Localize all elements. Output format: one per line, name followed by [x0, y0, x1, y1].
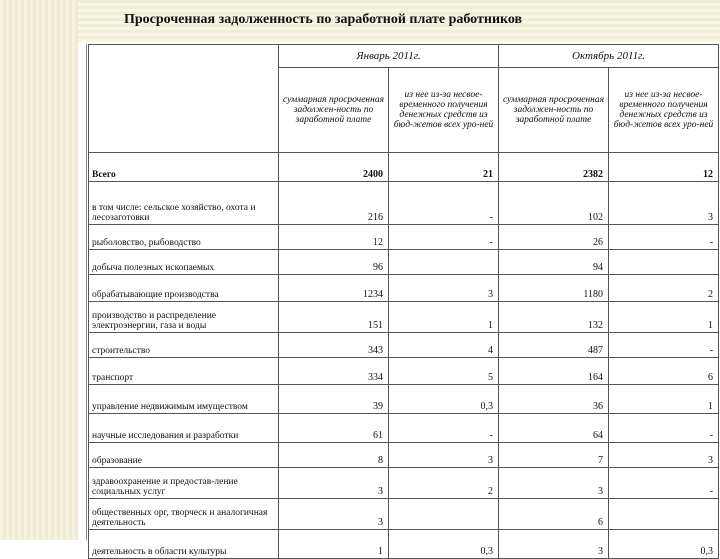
table-row: [89, 385, 719, 414]
value-cell: 2400: [279, 153, 389, 182]
value-cell: -: [389, 414, 499, 443]
table-row: [89, 250, 719, 275]
column-header: из нее из-за несвое-временного получения денежных средств из бюд-жетов всех уро-ней: [389, 68, 499, 153]
value-cell: 12: [609, 153, 719, 182]
row-label: производство и распределение электроэнергии, газа и воды: [89, 302, 279, 333]
period-header-row: [89, 45, 719, 68]
value-cell: 39: [279, 385, 389, 414]
value-cell: [609, 250, 719, 275]
table-body: [89, 153, 719, 559]
period-header: Октябрь 2011г.: [499, 45, 719, 68]
value-cell: -: [389, 225, 499, 250]
value-cell: 5: [389, 358, 499, 385]
value-cell: 132: [499, 302, 609, 333]
column-header: из нее из-за несвое-временного получения денежных средств из бюд-жетов всех уро-ней: [609, 68, 719, 153]
row-label: деятельность в области культуры: [89, 530, 279, 559]
value-cell: 21: [389, 153, 499, 182]
value-cell: -: [609, 468, 719, 499]
value-cell: -: [609, 225, 719, 250]
row-label: обрабатывающие производства: [89, 275, 279, 302]
value-cell: 7: [499, 443, 609, 468]
table-row: [89, 443, 719, 468]
table-row: [89, 225, 719, 250]
table-row: [89, 182, 719, 225]
value-cell: 0,3: [389, 530, 499, 559]
row-label: транспорт: [89, 358, 279, 385]
value-cell: 487: [499, 333, 609, 358]
row-label: Всего: [89, 153, 279, 182]
value-cell: -: [609, 414, 719, 443]
value-cell: 1: [609, 385, 719, 414]
value-cell: [609, 499, 719, 530]
value-cell: 6: [609, 358, 719, 385]
value-cell: 1180: [499, 275, 609, 302]
row-label: рыболовство, рыбоводство: [89, 225, 279, 250]
value-cell: -: [609, 333, 719, 358]
value-cell: 151: [279, 302, 389, 333]
table-row: [89, 499, 719, 530]
table-row: [89, 153, 719, 182]
value-cell: 0,3: [609, 530, 719, 559]
value-cell: -: [389, 182, 499, 225]
table-row: [89, 468, 719, 499]
value-cell: 164: [499, 358, 609, 385]
table-row: [89, 358, 719, 385]
value-cell: 2: [389, 468, 499, 499]
value-cell: 94: [499, 250, 609, 275]
table-row: [89, 302, 719, 333]
corner-cell: [89, 45, 279, 153]
value-cell: 3: [499, 468, 609, 499]
value-cell: 3: [609, 443, 719, 468]
row-label: в том числе: сельское хозяйство, охота и лесозаготовки: [89, 182, 279, 225]
table-row: [89, 333, 719, 358]
value-cell: 3: [279, 468, 389, 499]
value-cell: 3: [499, 530, 609, 559]
column-header: суммарная просроченная задолжен-ность по заработной плате: [279, 68, 389, 153]
row-label: добыча полезных ископаемых: [89, 250, 279, 275]
table-row: [89, 530, 719, 559]
value-cell: 343: [279, 333, 389, 358]
value-cell: 64: [499, 414, 609, 443]
value-cell: 2: [609, 275, 719, 302]
value-cell: 1: [279, 530, 389, 559]
value-cell: [389, 499, 499, 530]
value-cell: 8: [279, 443, 389, 468]
value-cell: 2382: [499, 153, 609, 182]
debt-table: [88, 44, 719, 559]
value-cell: 3: [389, 275, 499, 302]
value-cell: 1234: [279, 275, 389, 302]
value-cell: 4: [389, 333, 499, 358]
table-row: [89, 414, 719, 443]
row-label: научные исследования и разработки: [89, 414, 279, 443]
value-cell: 1: [609, 302, 719, 333]
row-label: общественных орг, творческ и аналогичная деятельность: [89, 499, 279, 530]
value-cell: 61: [279, 414, 389, 443]
value-cell: 3: [279, 499, 389, 530]
value-cell: 3: [389, 443, 499, 468]
row-label: здравоохранение и предостав-ление социальных услуг: [89, 468, 279, 499]
row-label: строительство: [89, 333, 279, 358]
document-scan: [86, 44, 718, 557]
page-title: Просроченная задолженность по заработной плате работников: [124, 12, 523, 27]
column-header: суммарная просроченная задолжен-ность по заработной плате: [499, 68, 609, 153]
value-cell: 0,3: [389, 385, 499, 414]
value-cell: 26: [499, 225, 609, 250]
period-header: Январь 2011г.: [279, 45, 499, 68]
row-label: образование: [89, 443, 279, 468]
value-cell: 3: [609, 182, 719, 225]
value-cell: 1: [389, 302, 499, 333]
value-cell: 334: [279, 358, 389, 385]
table-row: [89, 275, 719, 302]
value-cell: 36: [499, 385, 609, 414]
value-cell: 96: [279, 250, 389, 275]
row-label: управление недвижимым имуществом: [89, 385, 279, 414]
value-cell: [389, 250, 499, 275]
value-cell: 102: [499, 182, 609, 225]
left-decorative-stripe: [0, 0, 78, 540]
value-cell: 12: [279, 225, 389, 250]
value-cell: 216: [279, 182, 389, 225]
value-cell: 6: [499, 499, 609, 530]
